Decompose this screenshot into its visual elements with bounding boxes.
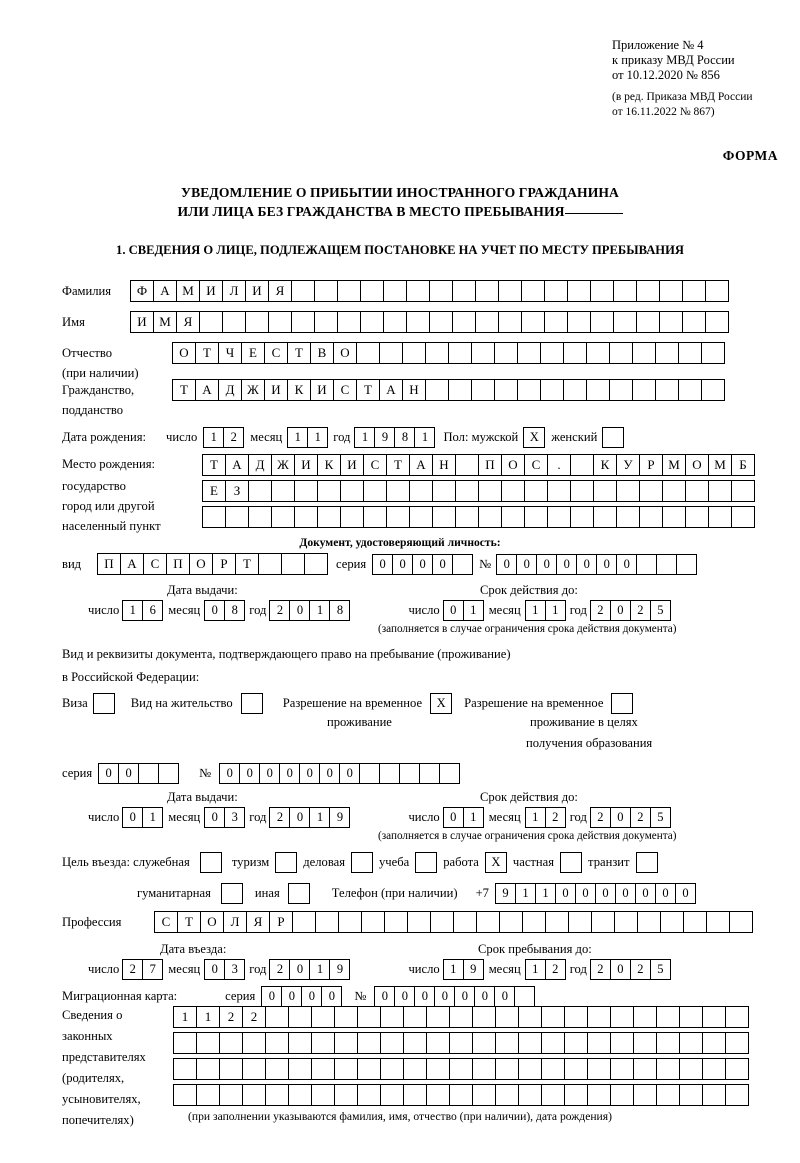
birthplace-row-3-cells[interactable] (202, 506, 755, 528)
patronymic-label: Отчество (62, 345, 113, 360)
purpose-other-checkbox[interactable] (288, 883, 310, 904)
temp-residence-label-2: проживание (327, 715, 392, 729)
purpose-tourism-checkbox[interactable] (275, 852, 297, 873)
doc-valid-day-label: число (408, 603, 440, 617)
permit-valid-year-cells[interactable]: 2 0 2 5 (590, 807, 671, 828)
permit-number-label: № (199, 766, 212, 780)
purpose-private-label: частная (512, 855, 555, 869)
permit-valid-day-label: число (408, 810, 440, 824)
permit-heading-1: Вид и реквизиты документа, подтверждающего право на пребывание (проживание) (62, 647, 511, 661)
legal-rep-row-1-cells[interactable]: 1 1 2 2 (173, 1006, 749, 1028)
title-line-1: УВЕДОМЛЕНИЕ О ПРИБЫТИИ ИНОСТРАННОГО ГРАЖДАНИНА (181, 185, 619, 200)
purpose-business-checkbox[interactable] (351, 852, 373, 873)
stay-year-label: год (569, 962, 587, 976)
birth-day-cells[interactable]: 1 2 (203, 427, 244, 448)
edu-residence-label: Разрешение на временное (464, 696, 604, 710)
header-line-1: Приложение № 4 (612, 38, 704, 52)
edu-residence-checkbox[interactable] (611, 693, 633, 714)
legal-rep-row-3-cells[interactable] (173, 1058, 749, 1080)
edu-residence-label-2: проживание в целях (530, 715, 638, 729)
citizenship-label: Гражданство, (62, 382, 135, 397)
doc-issue-day-label: число (88, 603, 120, 617)
migration-number-cells[interactable]: 0 0 0 0 0 0 0 (374, 986, 535, 1007)
purpose-transit-checkbox[interactable] (636, 852, 658, 873)
page-title (0, 183, 800, 221)
doc-issue-month-cells[interactable]: 0 8 (204, 600, 245, 621)
legal-rep-label-5: усыновителях, (62, 1092, 141, 1106)
name-cells[interactable]: И М Я (130, 311, 729, 333)
residence-permit-checkbox[interactable] (241, 693, 263, 714)
birthplace-label: Место рождения: (62, 457, 156, 471)
doc-number-cells[interactable]: 0 0 0 0 0 0 0 (496, 554, 697, 575)
permit-issue-month-label: месяц (168, 810, 201, 824)
permit-issue-date-label: Дата выдачи: (167, 790, 238, 804)
valid-until-label: Срок действия до: (480, 583, 578, 597)
entry-day-cells[interactable]: 2 7 (122, 959, 163, 980)
title-line-2: ИЛИ ЛИЦА БЕЗ ГРАЖДАНСТВА В МЕСТО ПРЕБЫВАНИЯ (177, 204, 565, 219)
patronymic-cells[interactable]: О Т Ч Е С Т В О (172, 342, 725, 364)
purpose-service-checkbox[interactable] (200, 852, 222, 873)
title-underline (565, 213, 623, 214)
doc-issue-day-cells[interactable]: 1 6 (122, 600, 163, 621)
citizenship-cells[interactable]: Т А Д Ж И К И С Т А Н (172, 379, 725, 401)
purpose-label: Цель въезда: служебная (62, 855, 190, 869)
phone-label: Телефон (при наличии) (331, 886, 458, 900)
purpose-transit-label: транзит (588, 855, 630, 869)
stay-day-cells[interactable]: 1 9 (443, 959, 484, 980)
permit-series-cells[interactable]: 0 0 (98, 763, 179, 784)
entry-month-cells[interactable]: 0 3 (204, 959, 245, 980)
entry-month-label: месяц (168, 962, 201, 976)
purpose-work-label: работа (443, 855, 479, 869)
purpose-other-label: иная (254, 886, 280, 900)
purpose-work-checkbox[interactable]: X (485, 852, 507, 873)
legal-rep-label-2: законных (62, 1029, 113, 1043)
doc-issue-year-cells[interactable]: 2 0 1 8 (269, 600, 350, 621)
permit-number-cells[interactable]: 0 0 0 0 0 0 0 (219, 763, 460, 784)
permit-valid-month-label: месяц (488, 810, 521, 824)
stay-day-label: число (408, 962, 440, 976)
citizenship-sublabel: подданство (62, 403, 124, 417)
permit-valid-until-label: Срок действия до: (480, 790, 578, 804)
permit-issue-year-cells[interactable]: 2 0 1 9 (269, 807, 350, 828)
legal-rep-label-3: представителях (62, 1050, 146, 1064)
birthplace-state-label: государство (62, 479, 126, 493)
stay-month-cells[interactable]: 1 2 (525, 959, 566, 980)
stay-until-label: Срок пребывания до: (478, 942, 592, 956)
entry-date-label: Дата въезда: (160, 942, 227, 956)
permit-limit-note: (заполняется в случае ограничения срока действия документа) (378, 830, 677, 842)
migration-series-label: серия (225, 989, 256, 1003)
entry-year-cells[interactable]: 2 0 1 9 (269, 959, 350, 980)
birthplace-row-1-cells[interactable]: Т А Д Ж И К И С Т А Н П О С . К У Р М О М Б (202, 454, 755, 476)
purpose-humanitarian-checkbox[interactable] (221, 883, 243, 904)
doc-issue-month-label: месяц (168, 603, 201, 617)
document-header (612, 38, 792, 120)
series-label: серия (336, 556, 367, 571)
permit-valid-day-cells[interactable]: 0 1 (443, 807, 484, 828)
stay-month-label: месяц (488, 962, 521, 976)
residence-permit-label: Вид на жительство (130, 696, 233, 710)
header-line-3: от 10.12.2020 № 856 (612, 68, 720, 82)
migration-card-label: Миграционная карта: (62, 989, 178, 1003)
doc-limit-note: (заполняется в случае ограничения срока действия документа) (378, 623, 677, 635)
visa-checkbox[interactable] (93, 693, 115, 714)
permit-issue-day-label: число (88, 810, 120, 824)
legal-rep-label-1: Сведения о (62, 1008, 123, 1022)
purpose-tourism-label: туризм (231, 855, 270, 869)
year-label: год (333, 430, 351, 444)
migration-series-cells[interactable]: 0 0 0 0 (261, 986, 342, 1007)
surname-cells[interactable]: Ф А М И Л И Я (130, 280, 729, 302)
number-label: № (479, 556, 492, 571)
edu-residence-label-3: получения образования (526, 736, 653, 750)
cell[interactable]: Ф (130, 280, 154, 302)
legal-rep-label-4: (родителях, (62, 1071, 125, 1085)
birthplace-locality-label: населенный пункт (62, 519, 161, 533)
purpose-study-label: учеба (379, 855, 410, 869)
permit-valid-month-cells[interactable]: 1 2 (525, 807, 566, 828)
permit-issue-year-label: год (249, 810, 267, 824)
birth-month-cells[interactable]: 1 1 (287, 427, 328, 448)
entry-day-label: число (88, 962, 120, 976)
profession-cells[interactable]: С Т О Л Я Р (154, 911, 753, 933)
patronymic-sublabel: (при наличии) (62, 366, 139, 380)
profession-label: Профессия (62, 914, 122, 929)
birthplace-row-2-cells[interactable]: Е З (202, 480, 755, 502)
phone-cells[interactable]: 9 1 1 0 0 0 0 0 0 0 (495, 883, 696, 904)
form-word: ФОРМА (722, 148, 778, 163)
day-label: число (166, 430, 198, 444)
doc-issue-year-label: год (249, 603, 267, 617)
birth-year-cells[interactable]: 1 9 8 1 (354, 427, 435, 448)
visa-label: Виза (62, 696, 88, 710)
permit-valid-year-label: год (569, 810, 587, 824)
header-line-2: к приказу МВД России (612, 53, 735, 67)
migration-number-label: № (354, 989, 367, 1003)
permit-issue-month-cells[interactable]: 0 3 (204, 807, 245, 828)
temp-residence-label: Разрешение на временное (282, 696, 423, 710)
purpose-study-checkbox[interactable] (415, 852, 437, 873)
birthdate-label: Дата рождения: (62, 430, 146, 444)
sex-male-label: Пол: мужской (443, 430, 519, 444)
legal-rep-row-2-cells[interactable] (173, 1032, 749, 1054)
sex-female-checkbox[interactable] (602, 427, 624, 448)
permit-heading-2: в Российской Федерации: (62, 670, 200, 684)
sex-male-checkbox[interactable]: X (523, 427, 545, 448)
bottom-note: (при заполнении указываются фамилия, имя, отчество (при наличии), дата рождения) (188, 1110, 612, 1123)
header-line-4: (в ред. Приказа МВД России (612, 91, 753, 103)
header-line-5: от 16.11.2022 № 867) (612, 106, 715, 118)
sex-female-label: женский (551, 430, 598, 444)
month-label: месяц (250, 430, 283, 444)
name-label: Имя (62, 314, 85, 329)
doc-series-cells[interactable]: 0 0 0 0 (372, 554, 473, 575)
doc-valid-year-cells[interactable]: 2 0 2 5 (590, 600, 671, 621)
permit-series-label: серия (62, 766, 93, 780)
birthplace-city-label: город или другой (62, 499, 155, 513)
stay-year-cells[interactable]: 2 0 2 5 (590, 959, 671, 980)
purpose-business-label: деловая (303, 855, 345, 869)
doc-valid-day-cells[interactable]: 0 1 (443, 600, 484, 621)
doc-type-cells[interactable]: П А С П О Р Т (97, 553, 328, 575)
purpose-humanitarian-label: гуманитарная (137, 886, 211, 900)
legal-rep-row-4-cells[interactable] (173, 1084, 749, 1106)
entry-year-label: год (249, 962, 267, 976)
issue-date-label: Дата выдачи: (167, 583, 238, 597)
identity-doc-heading: Документ, удостоверяющий личность: (299, 536, 501, 549)
doc-valid-year-label: год (569, 603, 587, 617)
section-1-heading: 1. СВЕДЕНИЯ О ЛИЦЕ, ПОДЛЕЖАЩЕМ ПОСТАНОВКЕ НА УЧЕТ ПО МЕСТУ ПРЕБЫВАНИЯ (116, 243, 684, 257)
phone-prefix: +7 (475, 886, 489, 900)
doc-type-label: вид (62, 556, 82, 571)
doc-valid-month-cells[interactable]: 1 1 (525, 600, 566, 621)
temp-residence-checkbox[interactable]: X (430, 693, 452, 714)
doc-valid-month-label: месяц (488, 603, 521, 617)
surname-label: Фамилия (62, 283, 112, 298)
purpose-private-checkbox[interactable] (560, 852, 582, 873)
permit-issue-day-cells[interactable]: 0 1 (122, 807, 163, 828)
legal-rep-label-6: попечителях) (62, 1113, 134, 1127)
